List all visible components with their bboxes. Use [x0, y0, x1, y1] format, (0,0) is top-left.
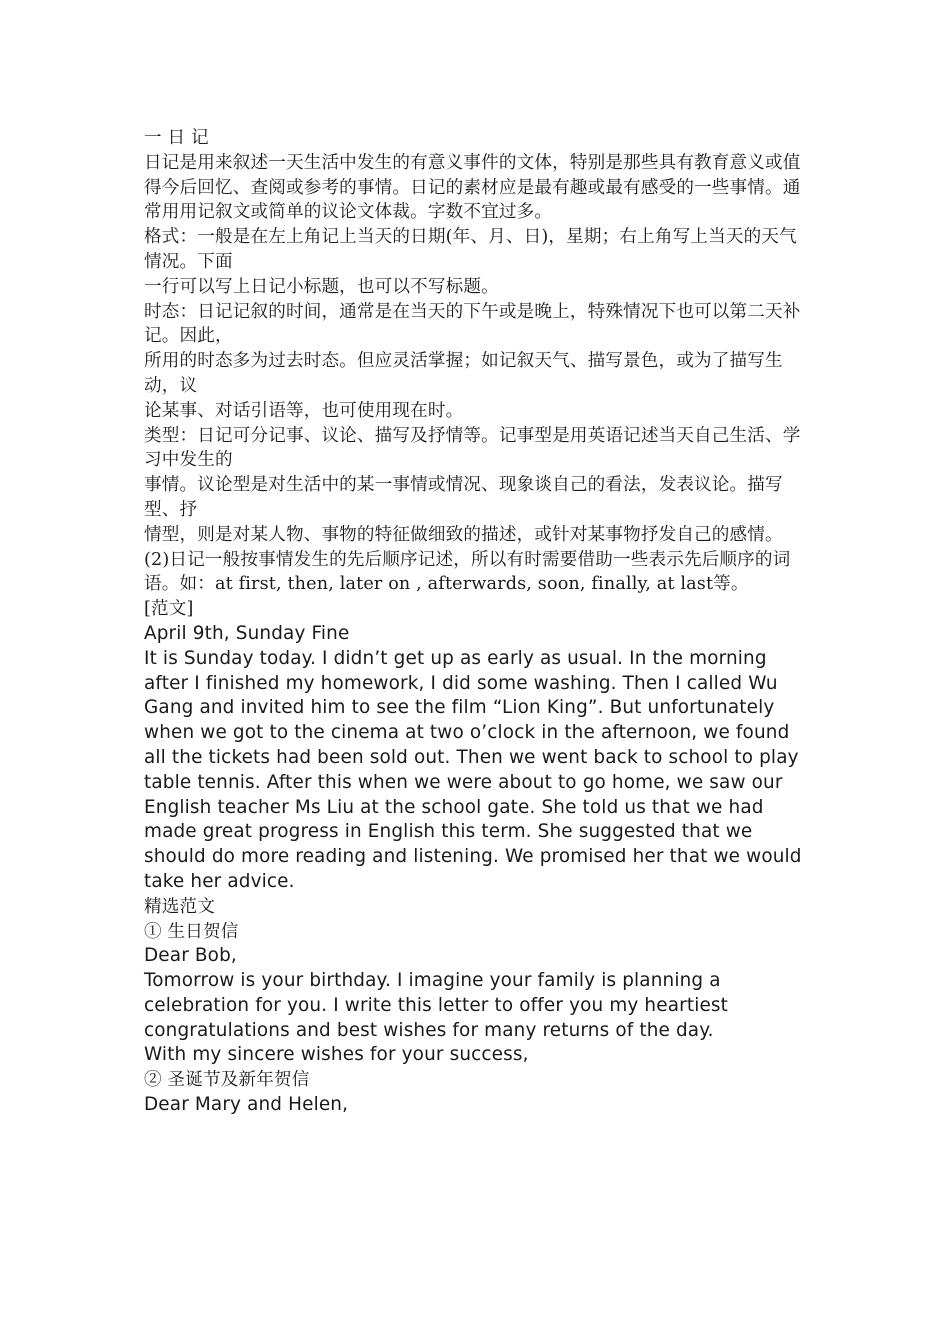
diary-definition-paragraph: 日记是用来叙述一天生活中发生的有意义事件的文体，特别是那些具有教育意义或值得今后回忆、查阅或参考的事情。日记的素材应是最有趣或最有感受的一些事情。通常用用记叙文或简单的议论文体裁。字数不宜过多。 — [144, 152, 801, 223]
format-paragraph-cont: 一行可以写上日记小标题，也可以不写标题。 — [144, 276, 499, 297]
tense-paragraph: 时态：日记记叙的时间，通常是在当天的下午或是晚上，特殊情况下也可以第二天补记。因此， — [144, 301, 801, 347]
order-paragraph: (2)日记一般按事情发生的先后顺序记述，所以有时需要借助一些表示先后顺序的词语。如：at first, then, later on , afterwards, soon, finally, at last等。 — [144, 549, 791, 595]
birthday-letter-closing: With my sincere wishes for your success, — [144, 1044, 529, 1066]
sample-label: [范文] — [144, 599, 194, 620]
format-paragraph: 格式：一般是在左上角记上当天的日期(年、月、日)，星期；右上角写上当天的天气情况。下面 — [144, 227, 797, 272]
selected-samples-heading: 精选范文 — [144, 896, 215, 917]
birthday-letter-salutation: Dear Bob, — [144, 945, 237, 967]
type-paragraph-cont: 事情。议论型是对生活中的某一事情或情况、现象谈自己的看法，发表议论。描写型、抒 — [144, 475, 783, 520]
birthday-letter-body: Tomorrow is your birthday. I imagine your family is planning a celebration for you. I write this letter to offer you my heartiest congratulations and best wishes for many returns of the day. — [144, 970, 735, 1041]
document-page — [144, 126, 810, 1118]
diary-sample-text: It is Sunday today. I didn’t get up as early as usual. In the morning after I finished my homework, I did some washing. Then I called Wu Gang and invited him to see the film “Lion King”. But unfortunately when we got to the cinema at two o’clock in the afternoon, we found all the tickets had been sold out. Then we went back to school to play table tennis. After this when we were about to go home, we saw our English teacher Ms Liu at the school gate. She told us that we had made great progress in English this term. She suggested that we should do more reading and listening. We promised her that we would take her advice. — [144, 647, 808, 892]
type-paragraph-end: 情型，则是对某人物、事物的特征做细致的描述，或针对某事物抒发自己的感情。 — [144, 524, 783, 545]
type-paragraph: 类型：日记可分记事、议论、描写及抒情等。记事型是用英语记述当天自己生活、学习中发生的 — [144, 425, 801, 471]
diary-date-line: April 9th, Sunday Fine — [144, 622, 350, 644]
christmas-letter-heading: ② 圣诞节及新年贺信 — [144, 1070, 310, 1091]
tense-paragraph-cont: 所用的时态多为过去时态。但应灵活掌握；如记叙天气、描写景色，或为了描写生动，议 — [144, 351, 783, 396]
birthday-letter-heading: ① 生日贺信 — [144, 921, 239, 942]
christmas-letter-salutation: Dear Mary and Helen, — [144, 1094, 349, 1116]
tense-paragraph-end: 论某事、对话引语等，也可使用现在时。 — [144, 400, 464, 421]
section-heading: 一 日 记 — [144, 128, 209, 148]
